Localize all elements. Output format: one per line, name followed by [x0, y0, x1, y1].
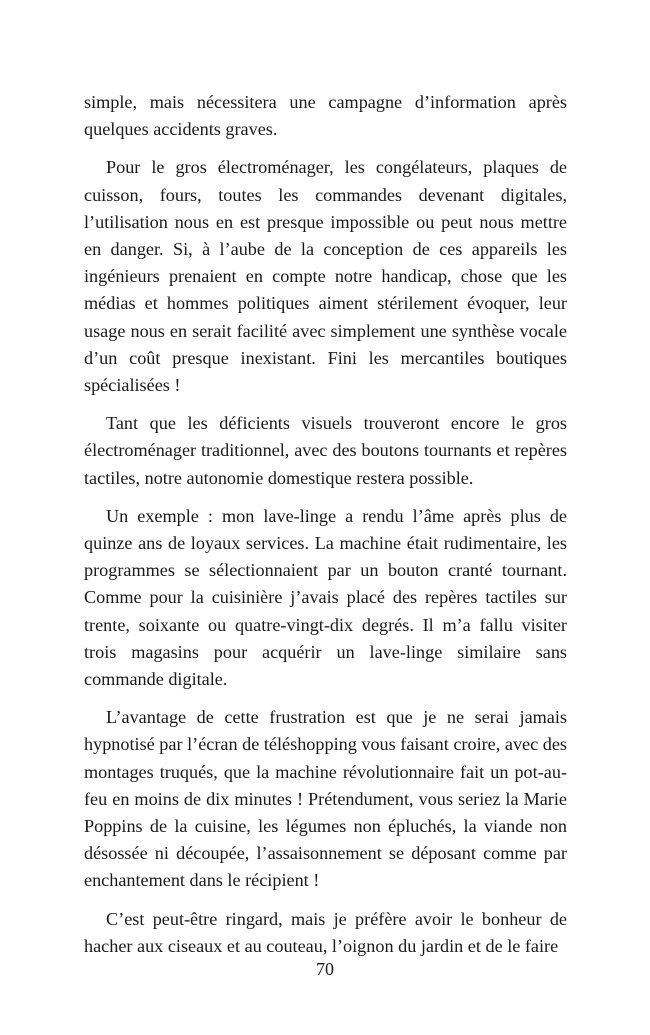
paragraph-washing-machine-example: Un exemple : mon lave-linge a rendu l’âme après plus de quinze ans de loyaux services. La machine était rudimentaire, les programmes se sélectionnaient par un bouton cranté tournant. Comme pour la cuisinière j’avais placé des repères tactiles sur trente, soixante ou quatre-vingt-dix degrés. Il m’a fallu visiter trois magasins pour acquérir un lave-linge similaire sans commande digitale.	[84, 505, 567, 690]
page-number: 70	[316, 959, 334, 979]
page-body	[84, 89, 567, 971]
paragraph-teleshopping: L’avantage de cette frustration est que je ne serai jamais hypnotisé par l’écran de téléshopping vous faisant croire, avec des montages truqués, que la machine révolutionnaire fait un pot-au-feu en moins de dix minutes ! Prétendument, vous seriez la Marie Poppins de la cuisine, les légumes non épluchés, la viande non désossée ni découpée, l’assaisonnement se déposant comme par enchantement dans le récipient !	[84, 707, 567, 891]
paragraph-cooking-preference: C’est peut-être ringard, mais je préfère avoir le bonheur de hacher aux ciseaux et au couteau, l’oignon du jardin et de le faire	[84, 908, 567, 956]
paragraph-appliances: Pour le gros électroménager, les congélateurs, plaques de cuisson, fours, toutes les commandes devenant digitales, l’utilisation nous en est presque impossible ou peut nous mettre en danger. Si, à l’aube de la conception de ces appareils les ingénieurs prenaient en compte notre handicap, chose que les médias et hommes politiques aiment stérilement évoquer, leur usage nous en serait facilité avec simplement une synthèse vocale d’un coût presque inexistant. Fini les mercantiles boutiques spécialisées !	[84, 157, 567, 396]
paragraph-traditional-appliances: Tant que les déficients visuels trouveront encore le gros électroménager traditionnel, avec des boutons tournants et repères tactiles, notre autonomie domestique restera possible.	[84, 413, 567, 488]
paragraph-continued: simple, mais nécessitera une campagne d’information après quelques accidents graves.	[84, 92, 567, 140]
